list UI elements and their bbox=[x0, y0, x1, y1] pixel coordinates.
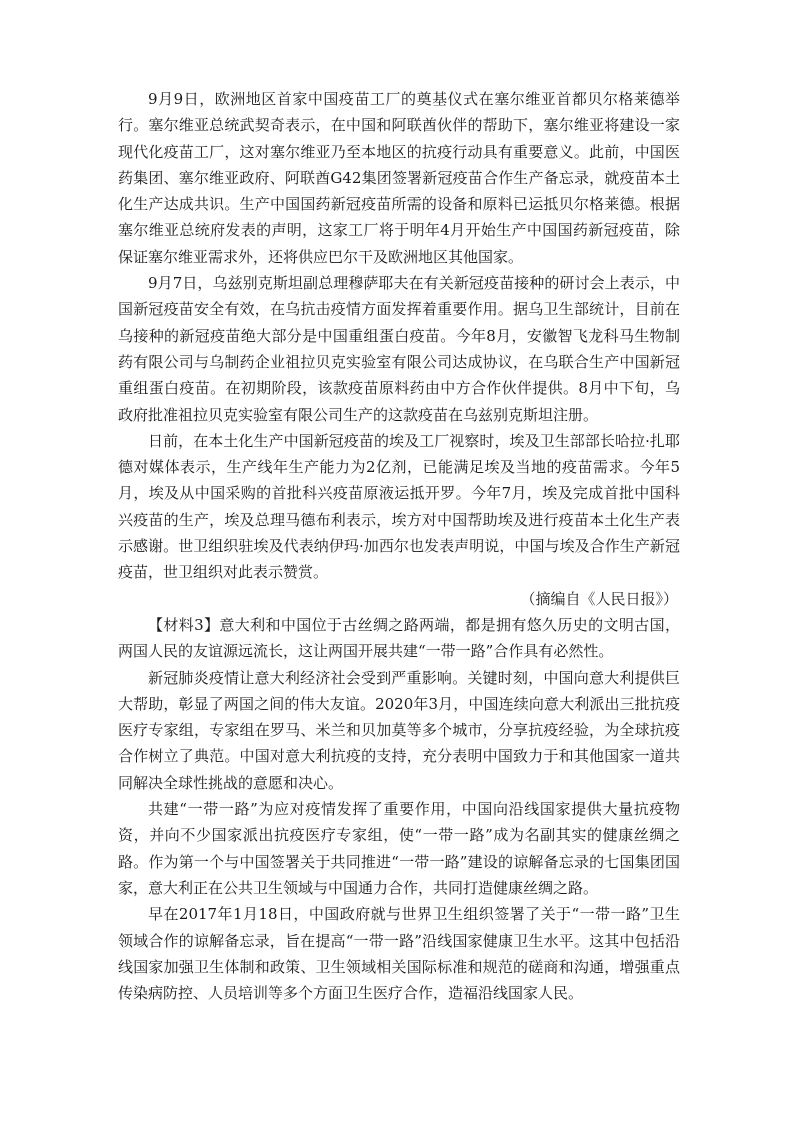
paragraph-uzbekistan-vaccine: 9月7日，乌兹别克斯坦副总理穆萨耶夫在有关新冠疫苗接种的研讨会上表示，中国新冠疫苗安全有效，在乌抗击疫情方面发挥着重要作用。据乌卫生部统计，目前在乌接种的新冠疫苗绝大部分是中国重组蛋白疫苗。今年8月，安徽智飞龙科马生物制药有限公司与乌制药企业祖拉贝克实验室有限公司达成协议，在乌联合生产中国新冠重组蛋白疫苗。在初期阶段，该款疫苗原料药由中方合作伙伴提供。8月中下旬，乌政府批准祖拉贝克实验室有限公司生产的这款疫苗在乌兹别克斯坦注册。 bbox=[118, 274, 680, 424]
document-page bbox=[118, 86, 680, 1006]
paragraph-material-3-intro bbox=[118, 612, 680, 665]
paragraph-egypt-vaccine: 日前，在本土化生产中国新冠疫苗的埃及工厂视察时，埃及卫生部部长哈拉·扎耶德对媒体表示，生产线年生产能力为2亿剂，已能满足埃及当地的疫苗需求。今年5月，埃及从中国采购的首批科兴疫苗原液运抵开罗。今年7月，埃及完成首批中国科兴疫苗的生产，埃及总理马德布利表示，埃方对中国帮助埃及进行疫苗本土化生产表示感谢。世卫组织驻埃及代表纳伊玛·加西尔也发表声明说，中国与埃及合作生产新冠疫苗，世卫组织对此表示赞赏。 bbox=[118, 431, 680, 582]
material-3-label: 【材料3】 bbox=[148, 615, 220, 634]
paragraph-who-mou: 早在2017年1月18日，中国政府就与世界卫生组织签署了关于“一带一路”卫生领域合作的谅解备忘录，旨在提高“一带一路”沿线国家健康卫生水平。这其中包括沿线国家加强卫生体制和政策、卫生领域相关国际标准和规范的磋商和沟通，增强重点传染病防控、人员培训等多个方面卫生医疗合作，造福沿线国家人民。 bbox=[118, 905, 680, 1003]
material-3-intro-text: 意大利和中国位于古丝绸之路两端，都是拥有悠久历史的文明古国，两国人民的友谊源远流长，这让两国开展共建“一带一路”合作具有必然性。 bbox=[118, 615, 680, 661]
source-citation: （摘编自《人民日报》） bbox=[520, 589, 678, 608]
paragraph-serbia-vaccine-factory: 9月9日，欧洲地区首家中国疫苗工厂的奠基仪式在塞尔维亚首都贝尔格莱德举行。塞尔维亚总统武契奇表示，在中国和阿联酋伙伴的帮助下，塞尔维亚将建设一家现代化疫苗工厂，这对塞尔维亚乃至本地区的抗疫行动具有重要意义。此前，中国医药集团、塞尔维亚政府、阿联酋G42集团签署新冠疫苗合作生产备忘录，就疫苗本土化生产达成共识。生产中国国药新冠疫苗所需的设备和原料已运抵贝尔格莱德。根据塞尔维亚总统府发表的声明，这家工厂将于明年4月开始生产中国国药新冠疫苗，除保证塞尔维亚需求外，还将供应巴尔干及欧洲地区其他国家。 bbox=[118, 90, 680, 266]
paragraph-health-silk-road: 共建“一带一路”为应对疫情发挥了重要作用，中国向沿线国家提供大量抗疫物资，并向不少国家派出抗疫医疗专家组，使“一带一路”成为名副其实的健康丝绸之路。作为第一个与中国签署关于共同推进“一带一路”建设的谅解备忘录的七国集团国家，意大利正在公共卫生领域与中国通力合作，共同打造健康丝绸之路。 bbox=[118, 800, 680, 897]
paragraph-italy-covid-help: 新冠肺炎疫情让意大利经济社会受到严重影响。关键时刻，中国向意大利提供巨大帮助，彰显了两国之间的伟大友谊。2020年3月，中国连续向意大利派出三批抗疫医疗专家组，专家组在罗马、米兰和贝加莫等多个城市，分享抗疫经验，为全球抗疫合作树立了典范。中国对意大利抗疫的支持，充分表明中国致力于和其他国家一道共同解决全球性挑战的意愿和决心。 bbox=[118, 668, 680, 792]
